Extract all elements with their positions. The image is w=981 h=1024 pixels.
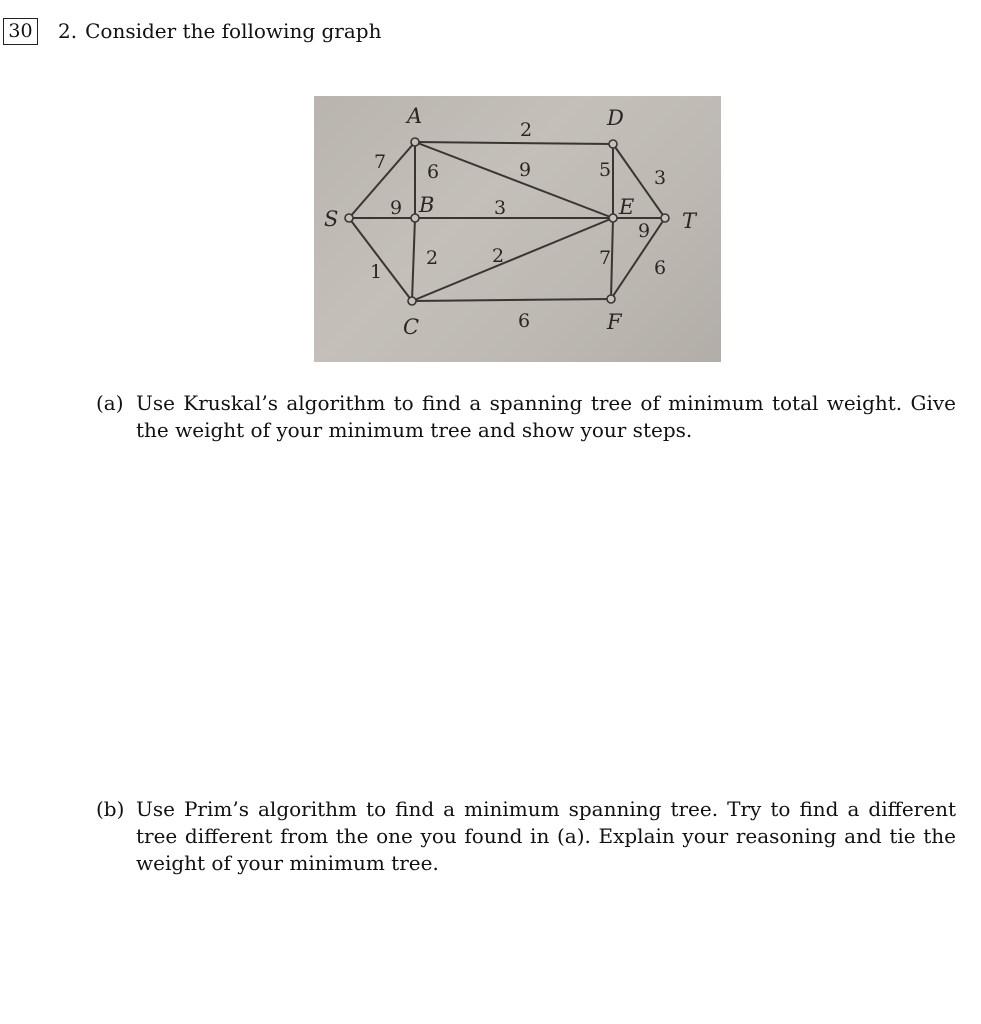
node-b (411, 214, 419, 222)
edge-weight-s-a: 7 (374, 151, 387, 173)
edge-weight-s-c: 1 (370, 261, 383, 283)
edge-weight-s-b: 9 (390, 197, 403, 219)
edge-weight-d-t: 3 (654, 167, 667, 189)
node-label-d: D (607, 106, 624, 130)
node-label-s: S (324, 207, 339, 231)
edge-weight-b-e: 3 (494, 197, 507, 219)
graph-photo (314, 96, 721, 362)
node-t (661, 214, 669, 222)
edge-weight-e-f: 7 (599, 247, 612, 269)
node-label-e: E (619, 195, 635, 219)
graph-diagram (314, 96, 721, 362)
node-label-t: T (682, 209, 697, 233)
edge-weight-c-e: 2 (492, 245, 505, 267)
edge-weight-a-e: 9 (519, 159, 532, 181)
edge-weight-e-t: 9 (638, 220, 651, 242)
node-c (408, 297, 416, 305)
question-heading (58, 18, 381, 44)
edge-s-c (349, 218, 412, 301)
edge-weight-b-c: 2 (426, 247, 439, 269)
part-a (96, 390, 956, 444)
edge-e-f (611, 218, 613, 299)
question-prompt: Consider the following graph (85, 19, 382, 43)
part-b-label: (b) (96, 797, 125, 821)
node-label-b: B (419, 193, 435, 217)
node-s (345, 214, 353, 222)
edge-c-e (412, 218, 613, 301)
edge-weight-c-f: 6 (518, 310, 531, 332)
edge-weight-d-e: 5 (599, 159, 612, 181)
node-a (411, 138, 419, 146)
edge-weight-a-d: 2 (520, 119, 533, 141)
points-box: 30 (3, 18, 38, 45)
node-label-f: F (607, 310, 622, 334)
edge-c-f (412, 299, 611, 301)
question-number: 2. (58, 19, 78, 43)
edge-a-e (415, 142, 613, 218)
edge-a-d (415, 142, 613, 144)
node-e (609, 214, 617, 222)
node-label-a: A (407, 104, 423, 128)
node-label-c: C (403, 315, 420, 339)
node-d (609, 140, 617, 148)
part-a-label: (a) (96, 391, 124, 415)
part-b (96, 796, 956, 877)
edge-b-c (412, 218, 415, 301)
node-f (607, 295, 615, 303)
part-a-text: Use Kruskal’s algorithm to find a spanning tree of minimum total weight. Give the weight of your minimum tree and show your steps. (136, 391, 956, 442)
edge-weight-a-b: 6 (427, 161, 440, 183)
edge-weight-f-t: 6 (654, 257, 667, 279)
part-b-text: Use Prim’s algorithm to find a minimum spanning tree. Try to find a different tree different from the one you found in (a). Explain your reasoning and tie the weight of your minimum tree. (136, 797, 956, 875)
